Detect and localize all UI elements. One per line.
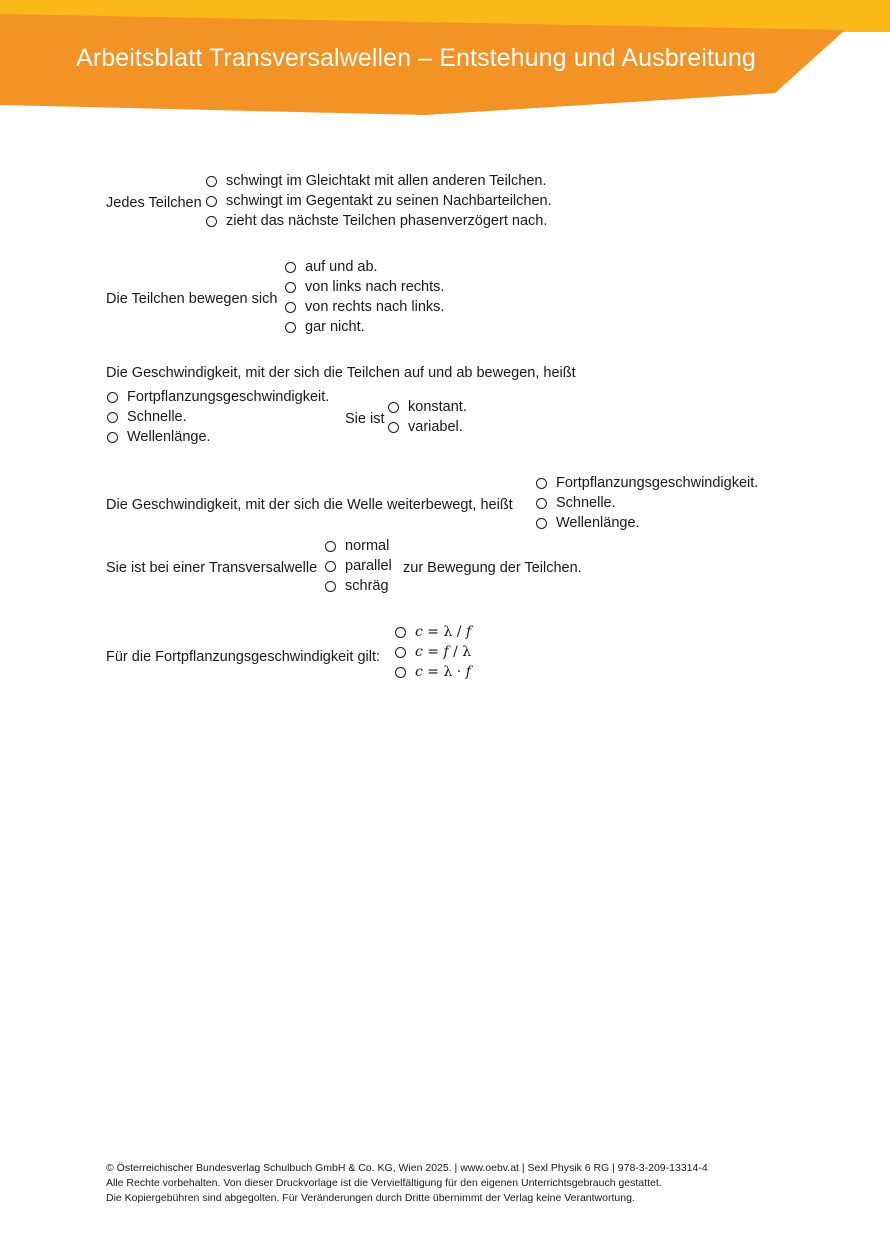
radio-icon[interactable] bbox=[536, 518, 547, 529]
radio-icon[interactable] bbox=[107, 392, 118, 403]
footer-rights: Alle Rechte vorbehalten. Von dieser Druckvorlage ist die Vervielfältigung für den eigenen Unterrichtsgebrauch gestattet. bbox=[106, 1177, 662, 1189]
header-banner bbox=[0, 0, 890, 120]
q3-prompt: Die Geschwindigkeit, mit der sich die Teilchen auf und ab bewegen, heißt bbox=[106, 365, 576, 381]
q4-option-3[interactable]: Wellenlänge. bbox=[536, 513, 640, 533]
q2-option-1[interactable]: auf und ab. bbox=[285, 257, 378, 277]
radio-icon[interactable] bbox=[206, 216, 217, 227]
radio-icon[interactable] bbox=[536, 498, 547, 509]
q2-prompt: Die Teilchen bewegen sich bbox=[106, 291, 278, 307]
q6-option-2[interactable]: c = f / λ bbox=[395, 642, 471, 662]
q3-option-3[interactable]: Wellenlänge. bbox=[107, 427, 211, 447]
radio-icon[interactable] bbox=[395, 627, 406, 638]
q4-prompt: Die Geschwindigkeit, mit der sich die Welle weiterbewegt, heißt bbox=[106, 497, 513, 513]
radio-icon[interactable] bbox=[285, 262, 296, 273]
q6-prompt: Für die Fortpflanzungsgeschwindigkeit gilt: bbox=[106, 649, 381, 665]
footer bbox=[106, 1161, 708, 1206]
q3-sub-prompt: Sie ist bbox=[345, 411, 385, 427]
radio-icon[interactable] bbox=[325, 581, 336, 592]
footer-fees: Die Kopiergebühren sind abgegolten. Für Veränderungen durch Dritte übernimmt der Verlag keine Verantwortung. bbox=[106, 1192, 635, 1204]
radio-icon[interactable] bbox=[285, 282, 296, 293]
q1-option-2[interactable]: schwingt im Gegentakt zu seinen Nachbarteilchen. bbox=[206, 191, 552, 211]
q3-sub-option-1[interactable]: konstant. bbox=[388, 397, 467, 417]
q5-option-2[interactable]: parallel bbox=[325, 556, 392, 576]
q5-option-3[interactable]: schräg bbox=[325, 576, 389, 596]
radio-icon[interactable] bbox=[395, 667, 406, 678]
q2-option-4[interactable]: gar nicht. bbox=[285, 317, 365, 337]
radio-icon[interactable] bbox=[107, 432, 118, 443]
radio-icon[interactable] bbox=[325, 541, 336, 552]
q5-suffix: zur Bewegung der Teilchen. bbox=[403, 560, 582, 576]
q4-option-1[interactable]: Fortpflanzungsgeschwindigkeit. bbox=[536, 473, 758, 493]
q2-option-2[interactable]: von links nach rechts. bbox=[285, 277, 444, 297]
q3-option-2[interactable]: Schnelle. bbox=[107, 407, 187, 427]
radio-icon[interactable] bbox=[536, 478, 547, 489]
radio-icon[interactable] bbox=[107, 412, 118, 423]
radio-icon[interactable] bbox=[325, 561, 336, 572]
q3-sub-option-2[interactable]: variabel. bbox=[388, 417, 463, 437]
q6-option-1[interactable]: c = λ / f bbox=[395, 622, 471, 642]
radio-icon[interactable] bbox=[285, 322, 296, 333]
q2-option-3[interactable]: von rechts nach links. bbox=[285, 297, 444, 317]
q1-option-1[interactable]: schwingt im Gleichtakt mit allen anderen Teilchen. bbox=[206, 171, 547, 191]
q5-prompt: Sie ist bei einer Transversalwelle bbox=[106, 560, 318, 576]
radio-icon[interactable] bbox=[395, 647, 406, 658]
q3-option-1[interactable]: Fortpflanzungsgeschwindigkeit. bbox=[107, 387, 329, 407]
radio-icon[interactable] bbox=[206, 196, 217, 207]
page-title: Arbeitsblatt Transversalwellen – Entstehung und Ausbreitung bbox=[76, 44, 756, 72]
q5-option-1[interactable]: normal bbox=[325, 536, 389, 556]
radio-icon[interactable] bbox=[285, 302, 296, 313]
q4-option-2[interactable]: Schnelle. bbox=[536, 493, 616, 513]
q1-option-3[interactable]: zieht das nächste Teilchen phasenverzögert nach. bbox=[206, 211, 547, 231]
radio-icon[interactable] bbox=[388, 402, 399, 413]
q6-option-3[interactable]: c = λ · f bbox=[395, 662, 471, 682]
radio-icon[interactable] bbox=[388, 422, 399, 433]
footer-copyright: © Österreichischer Bundesverlag Schulbuch GmbH & Co. KG, Wien 2025. | www.oebv.at | Sexl Physik 6 RG | 978-3-209-13314-4 bbox=[106, 1162, 708, 1174]
radio-icon[interactable] bbox=[206, 176, 217, 187]
q1-prompt: Jedes Teilchen bbox=[106, 195, 202, 211]
